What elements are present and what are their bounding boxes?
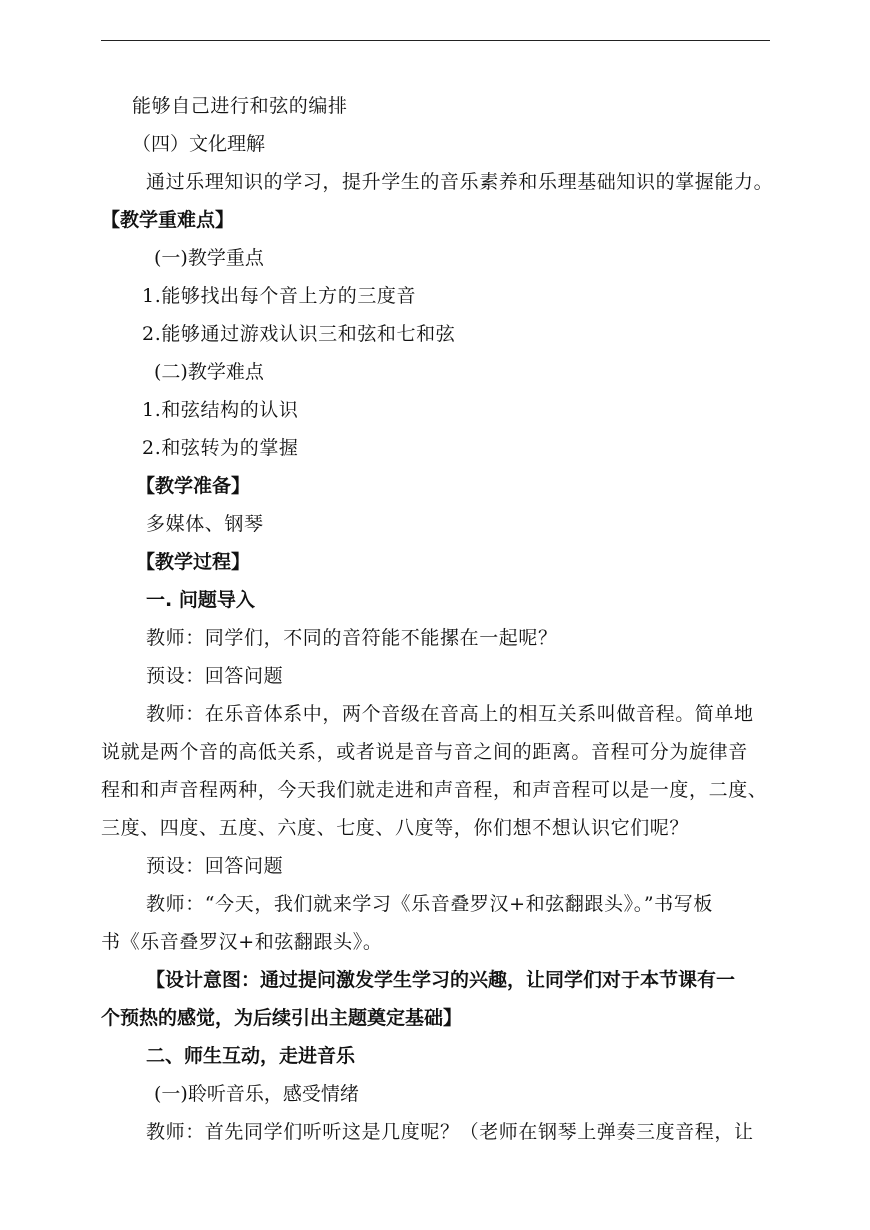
section-heading: 【教学重难点】 [101, 209, 235, 231]
text-line: 程和和声音程两种，今天我们就走进和声音程，和声音程可以是一度，二度、 [101, 779, 768, 801]
text-line: 预设：回答问题 [146, 665, 284, 687]
text-line: 说就是两个音的高低关系，或者说是音与音之间的距离。音程可分为旋律音 [101, 741, 748, 763]
header-rule [101, 40, 770, 41]
list-item: 1.能够找出每个音上方的三度音 [142, 285, 417, 307]
section-heading: 二、师生互动，走进音乐 [146, 1045, 356, 1067]
text-line: 多媒体、钢琴 [146, 513, 264, 535]
text-line: 通过乐理知识的学习，提升学生的音乐素养和乐理基础知识的掌握能力。 [146, 171, 774, 193]
subsection-heading: (二)教学难点 [154, 361, 264, 383]
section-heading: 【教学准备】 [136, 475, 251, 497]
section-heading: （四）文化理解 [132, 133, 266, 155]
text-line: 教师：同学们，不同的音符能不能摞在一起呢？ [146, 627, 558, 649]
text-line: 教师：“今天，我们就来学习《乐音叠罗汉+和弦翻跟头》。”书写板 [146, 893, 713, 915]
text-line: 教师：在乐音体系中，两个音级在音高上的相互关系叫做音程。简单地 [146, 703, 754, 725]
text-line: 书《乐音叠罗汉+和弦翻跟头》。 [101, 931, 383, 953]
list-item: 2.和弦转为的掌握 [142, 437, 299, 459]
subsection-heading: 一. 问题导入 [146, 589, 255, 611]
text-line: 能够自己进行和弦的编排 [132, 95, 348, 117]
section-heading: 【教学过程】 [136, 551, 251, 573]
subsection-heading: (一)教学重点 [154, 247, 264, 269]
subsection-heading: (一)聆听音乐，感受情绪 [154, 1083, 359, 1105]
design-intent-note: 个预热的感觉，为后续引出主题奠定基础】 [101, 1007, 463, 1029]
design-intent-note: 【设计意图：通过提问激发学生学习的兴趣，让同学们对于本节课有一 [146, 969, 736, 991]
list-item: 1.和弦结构的认识 [142, 399, 299, 421]
text-line: 预设：回答问题 [146, 855, 284, 877]
text-line: 教师：首先同学们听听这是几度呢？（老师在钢琴上弹奏三度音程，让 [146, 1121, 754, 1143]
text-line: 三度、四度、五度、六度、七度、八度等，你们想不想认识它们呢？ [101, 817, 690, 839]
list-item: 2.能够通过游戏认识三和弦和七和弦 [142, 323, 456, 345]
